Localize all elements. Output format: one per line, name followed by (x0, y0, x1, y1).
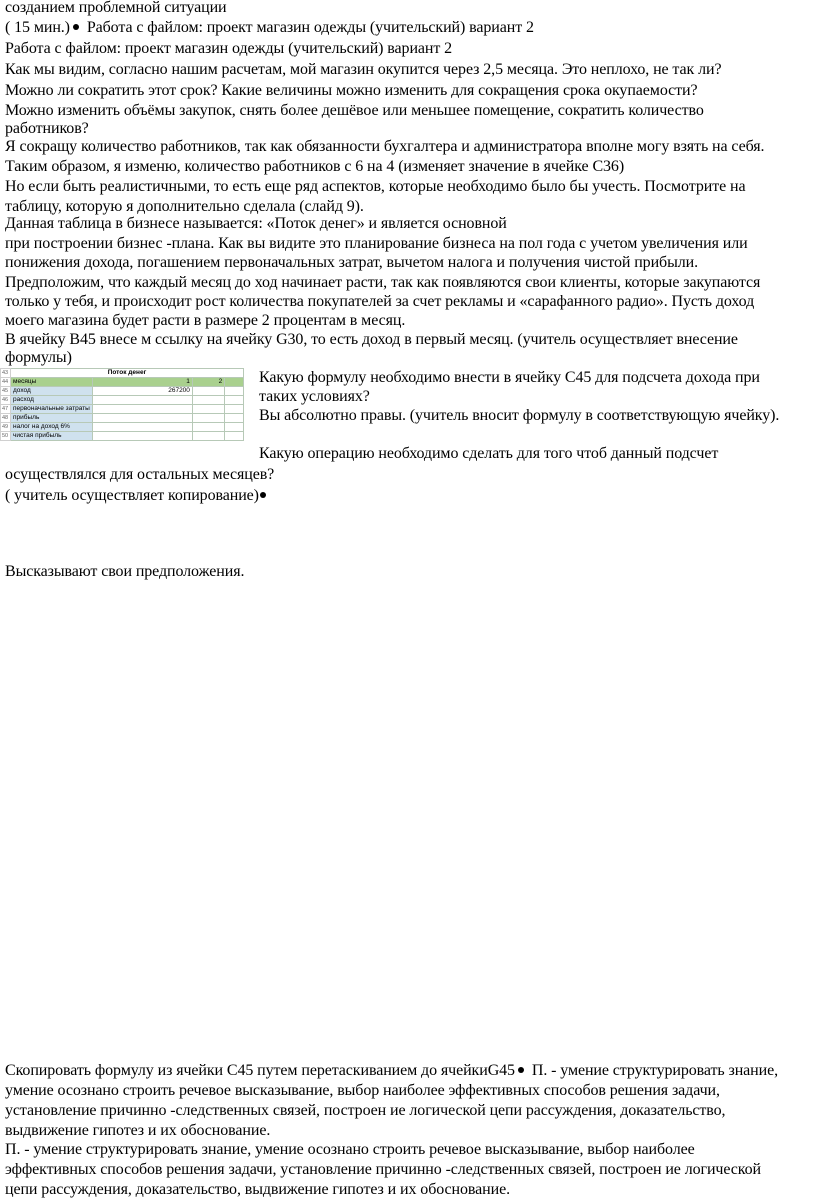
table-cell (225, 378, 244, 387)
text-span: G45 (487, 1062, 515, 1079)
text-line: П. - умение структурировать знание, умение осознано строить речевое высказывание, выбор наиболее (5, 1141, 695, 1158)
text-line: умение осознано строить речевое высказывание, выбор наиболее эффективных способов решения задачи, (5, 1082, 720, 1099)
table-value-cell: 267200 (92, 387, 192, 396)
table-cell (192, 414, 224, 423)
table-cell (192, 432, 224, 441)
text-line: таких условиях? (259, 388, 370, 405)
table-label-cell: доход (11, 387, 93, 396)
text-span: Скопировать формулу из ячейки С45 путем перетаскиванием до ячейки (5, 1062, 488, 1079)
text-line: Я сокращу количество работников, так как обязанности бухгалтера и администратора вполне могу взять на себя. (5, 138, 765, 155)
table-cell (192, 423, 224, 432)
text-line: Работа с файлом: проект магазин одежды (учительский) вариант 2 (5, 40, 453, 57)
text-line: Высказывают свои предположения. (5, 563, 245, 580)
text-line: Можно ли сократить этот срок? Какие величины можно изменить для сокращения срока окупаемости? (5, 82, 698, 99)
text-span: ( учитель осуществляет копирование) (5, 487, 259, 504)
text-line: формулы) (5, 349, 72, 366)
table-cell (225, 432, 244, 441)
row-number: 43 (1, 369, 11, 378)
table-month-cell: 1 (92, 378, 192, 387)
text-line: выдвижение гипотез и их обоснование. (5, 1122, 271, 1139)
text-line (5, 486, 270, 506)
table-label-cell: месяцы (11, 378, 93, 387)
cash-flow-table-thumbnail (0, 368, 244, 448)
table-cell (92, 423, 192, 432)
text-line: таблицу, которую я дополнительно сделала (слайд 9). (5, 198, 364, 215)
text-line: Предположим, что каждый месяц до ход начинает расти, так как появляются свои клиенты, которые закупаются (5, 274, 761, 291)
table-label-cell: первоначальные затраты (11, 405, 93, 414)
text-line: созданием проблемной ситуации (5, 0, 227, 16)
table-cell (92, 414, 192, 423)
text-line: Таким образом, я изменю, количество работников с 6 на 4 (изменяет значение в ячейке С36) (5, 158, 625, 175)
text-line: только у тебя, и происходит рост количества покупателей за счет рекламы и «сарафанного радио». Пусть доход (5, 293, 755, 310)
row-number: 48 (1, 414, 11, 423)
text-line (5, 18, 534, 38)
table-cell (92, 396, 192, 405)
text-line: Данная таблица в бизнесе называется: «Поток денег» и является основной (5, 215, 507, 232)
text-line: цепи рассуждения, доказательство, выдвижение гипотез и их обоснование. (5, 1181, 510, 1198)
table-month-cell: 2 (192, 378, 224, 387)
text-line: понижения дохода, погашением первоначальных затрат, вычетом налога и получения чистой прибыли. (5, 254, 698, 271)
row-number: 44 (1, 378, 11, 387)
text-line: работников? (5, 120, 89, 137)
text-line: при построении бизнес -плана. Как вы видите это планирование бизнеса на пол года с учетом увеличения или (5, 235, 748, 252)
row-number: 50 (1, 432, 11, 441)
table-cell (92, 405, 192, 414)
text-line: В ячейку В45 внесе м ссылку на ячейку G30, то есть доход в первый месяц. (учитель осуществляет внесение (5, 331, 738, 348)
table-cell (225, 423, 244, 432)
table-label-cell: налог на доход 6% (11, 423, 93, 432)
row-number: 45 (1, 387, 11, 396)
text-line: Но если быть реалистичными, то есть еще ряд аспектов, которые необходимо было бы учесть. Посмотрите на (5, 178, 746, 195)
text-line: Какую операцию необходимо сделать для того чтоб данный подсчет (259, 445, 719, 462)
text-line: Как мы видим, согласно нашим расчетам, мой магазин окупится через 2,5 месяца. Это неплохо, не так ли? (5, 61, 722, 78)
text-line: установление причинно -следственных связей, построен ие логической цепи рассуждения, доказательство, (5, 1102, 726, 1119)
row-number: 47 (1, 405, 11, 414)
row-number: 49 (1, 423, 11, 432)
table-title: Поток денег (11, 369, 244, 378)
bullet-icon (518, 1067, 524, 1073)
bullet-icon (260, 492, 266, 498)
text-line: Какую формулу необходимо внести в ячейку С45 для подсчета дохода при (259, 369, 760, 386)
bullet-icon (73, 24, 79, 30)
table-cell (225, 387, 244, 396)
text-line (5, 1061, 778, 1081)
table-cell (225, 414, 244, 423)
table-cell (192, 387, 224, 396)
text-span: Работа с файлом: проект магазин одежды (учительский) вариант 2 (82, 19, 534, 36)
table-label-cell: расход (11, 396, 93, 405)
table-label-cell: чистая прибыль (11, 432, 93, 441)
text-line: Можно изменить объёмы закупок, снять более дешёвое или меньшее помещение, сократить количество (5, 102, 704, 119)
table-cell (192, 396, 224, 405)
text-line: осуществлялся для остальных месяцев? (5, 466, 275, 483)
table-cell (92, 432, 192, 441)
table-cell (225, 396, 244, 405)
text-line: моего магазина будет расти в размере 2 процентам в месяц. (5, 312, 406, 329)
table-cell (192, 405, 224, 414)
text-span: П. - умение структурировать знание, (527, 1062, 779, 1079)
table-label-cell: прибыль (11, 414, 93, 423)
text-span: ( 15 мин.) (5, 19, 70, 36)
text-line: Вы абсолютно правы. (учитель вносит формулу в соответствующую ячейку). (259, 407, 780, 424)
table-cell (225, 405, 244, 414)
text-line: эффективных способов решения задачи, установление причинно -следственных связей, построен ие логической (5, 1161, 761, 1178)
row-number: 46 (1, 396, 11, 405)
